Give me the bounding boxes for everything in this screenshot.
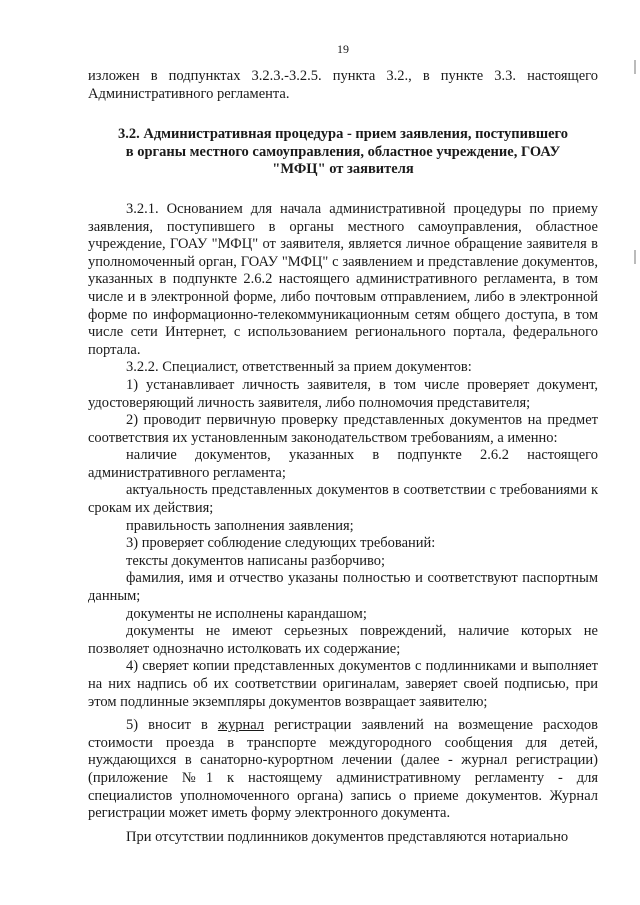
item-5-rest: регистрации заявлений на возмещение расходов стоимости проезда в транспорте междугородного сообщения для детей, нуждающихся в санаторно-курортном лечении (далее - журнал регистрации) (приложение №1 к настоящему административному регламенту - для специалистов уполномоченного органа) запись о приеме документов. Журнал регистрации может иметь форму электронного документа. xyxy=(88,717,598,822)
item-4: 4) сверяет копии представленных документов с подлинниками и выполняет на них надпись об их соответствии оригиналам, заверяет своей подписью, при этом подлинные экземпляры документов возвращает заявителю; xyxy=(88,658,598,710)
item-5-start: 5) вносит в xyxy=(126,717,218,734)
subitem-legible: тексты документов написаны разборчиво; xyxy=(126,552,386,569)
subitem-full-name: фамилия, имя и отчество указаны полностью и соответствуют паспортным данным; xyxy=(88,570,598,605)
item-2: 2) проводит первичную проверку представленных документов на предмет соответствия их установленным законодательством требованиям, а именно: xyxy=(88,412,598,446)
subitem-no-damage: документы не имеют серьезных повреждений, наличие которых не позволяет однозначно истолковать их содержание; xyxy=(88,623,598,657)
item-3: 3) проверяет соблюдение следующих требований: xyxy=(126,535,436,552)
item-5 xyxy=(88,717,598,823)
lead-paragraph: изложен в подпунктах 3.2.3.-3.2.5. пункта 3.2., в пункте 3.3. настоящего Административного регламента. xyxy=(88,68,598,102)
paragraph-3-2-2: 3.2.2. Специалист, ответственный за прием документов: xyxy=(126,359,472,376)
scan-artifact xyxy=(634,250,636,264)
scan-artifact xyxy=(634,60,636,74)
subitem-form-correctness: правильность заполнения заявления; xyxy=(126,517,354,534)
subitem-no-pencil: документы не исполнены карандашом; xyxy=(126,605,367,622)
page-number: 19 xyxy=(337,42,349,56)
paragraph-3-2-1: 3.2.1. Основанием для начала административной процедуры по приему заявления, поступившего в органы местного самоуправления, областное учреждение, ГОАУ "МФЦ" от заявителя, является личное обращение заявителя в уполномоченный орган, ГОАУ "МФЦ" с заявлением и представление документов, указанных в подпункте 2.6.2 настоящего административного регламента, в том числе и в электронной форме, либо почтовым отправлением, либо в электронной форме по информационно-телекоммуникационным сетям общего доступа, в том числе сети Интернет, с использованием регионального портала, федерального портала. xyxy=(88,200,598,358)
item-1: 1) устанавливает личность заявителя, в том числе проверяет документ, удостоверяющий личность заявителя, либо полномочия представителя; xyxy=(88,376,598,411)
subitem-documents-presence: наличие документов, указанных в подпункте 2.6.2 настоящего административного регламента; xyxy=(88,447,598,481)
closing-paragraph: При отсутствии подлинников документов представляются нотариально xyxy=(126,828,569,845)
subitem-documents-actuality: актуальность представленных документов в соответствии с требованиями к срокам их действия; xyxy=(88,482,598,517)
section-heading: 3.2. Административная процедура - прием заявления, поступившего в органы местного самоуправления, областное учреждение, ГОАУ "МФЦ" от заявителя xyxy=(118,126,568,178)
journal-underlined: журнал xyxy=(217,717,264,734)
document-body xyxy=(88,68,598,846)
